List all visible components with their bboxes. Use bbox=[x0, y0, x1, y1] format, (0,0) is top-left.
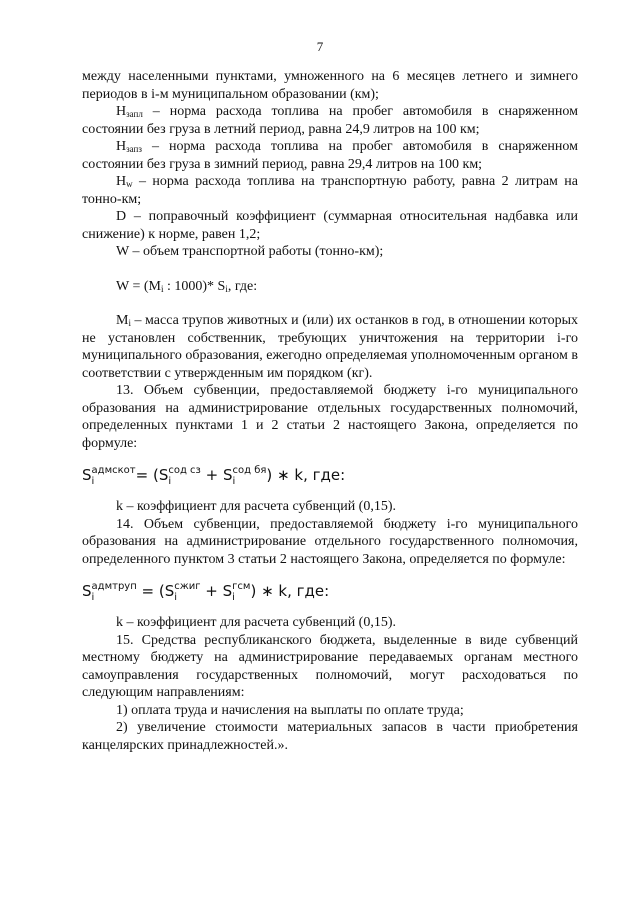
paragraph-clause-14: 14. Объем субвенции, предоставляемой бюджету i-го муниципального образования на администрирование отдельного государственного полномочия, определенного пунктом 3 статьи 2 настоящего Закона, определяется по формуле: bbox=[82, 516, 578, 567]
symbol-h: H bbox=[116, 104, 127, 119]
paragraph-summer-fuel-norm bbox=[82, 103, 578, 138]
formula-index: сод сз i bbox=[168, 464, 201, 487]
formula-index: адмтруп i bbox=[91, 580, 137, 603]
symbol-h: H bbox=[116, 174, 127, 189]
symbol-subscript: i bbox=[128, 318, 131, 328]
paragraph-coefficient-k-2: k – коэффициент для расчета субвенций (0,15). bbox=[116, 615, 397, 630]
symbol-subscript: запл bbox=[126, 109, 143, 119]
symbol-subscript: запз bbox=[126, 144, 142, 154]
formula-index: сжиг i bbox=[174, 580, 201, 603]
formula-index: адмскот i bbox=[91, 464, 136, 487]
paragraph-text: – норма расхода топлива на пробег автомобиля в снаряженном состоянии без груза в летний период, равна 24,9 литров на 100 км; bbox=[82, 104, 578, 137]
formula-index: гсм i bbox=[232, 580, 251, 603]
formula-carcass-subvention: S адмтруп i = (S сжиг i + S гсм i ) ∗ k, где: bbox=[82, 580, 330, 603]
paragraph-distance-continuation: между населенными пунктами, умноженного на 6 месяцев летнего и зимнего периодов в i-м муниципальном образовании (км); bbox=[82, 69, 578, 102]
paragraph-direction-2: 2) увеличение стоимости материальных запасов в части приобретения канцелярских принадлежностей.». bbox=[82, 720, 578, 753]
paragraph-correction-coefficient: D – поправочный коэффициент (суммарная относительная надбавка или снижение) к норме, равен 1,2; bbox=[82, 209, 578, 242]
paragraph-winter-fuel-norm bbox=[82, 138, 578, 173]
spacer bbox=[82, 488, 578, 498]
spacer bbox=[82, 568, 578, 578]
paragraph-text: – норма расхода топлива на транспортную работу, равна 2 литрам на тонно-км; bbox=[82, 174, 578, 207]
symbol-subscript: w bbox=[126, 179, 133, 189]
paragraph-coefficient-k-1: k – коэффициент для расчета субвенций (0,15). bbox=[116, 499, 397, 514]
paragraph-clause-13: 13. Объем субвенции, предоставляемой бюджету i-го муниципального образования на администрирование отдельных государственных полномочий, определенных пунктами 1 и 2 статьи 2 настоящего Закона, определяется по формуле: bbox=[82, 383, 578, 451]
paragraph-transport-work: W – объем транспортной работы (тонно-км); bbox=[116, 244, 384, 259]
document-body bbox=[82, 68, 578, 754]
paragraph-text: – норма расхода топлива на пробег автомобиля в снаряженном состоянии без груза в зимний период, равна 29,4 литров на 100 км; bbox=[82, 139, 578, 172]
paragraph-clause-15: 15. Средства республиканского бюджета, выделенные в виде субвенций местному бюджету на администрирование передаваемых органам местного самоуправления государственных полномочий, могут расходоваться по следующим направлениям: bbox=[82, 632, 578, 700]
formula-admin-subvention: S адмскот i = (S сод сз i + S сод бя i ) ∗ k, где: bbox=[82, 464, 346, 487]
symbol-h: H bbox=[116, 139, 127, 154]
spacer bbox=[82, 261, 578, 278]
formula-transport-work: $W = (M_i$ : 1000)* $S_i$, где: bbox=[116, 278, 258, 294]
paragraph-transport-fuel-norm bbox=[82, 173, 578, 208]
page-number: 7 bbox=[316, 39, 324, 54]
paragraph-text: – масса трупов животных и (или) их останков в год, в отношении которых не установлен собственник, требующих уничтожения на территории i-го муниципального образования, ежегодно определяемая уполномоченным органом в соответствии с утвержденным им порядком (кг). bbox=[82, 313, 578, 381]
formula-index: сод бя i bbox=[232, 464, 267, 487]
spacer bbox=[82, 295, 578, 312]
spacer bbox=[82, 604, 578, 614]
paragraph-carcass-mass bbox=[82, 312, 578, 382]
symbol-m: M bbox=[116, 313, 129, 328]
spacer bbox=[82, 452, 578, 462]
paragraph-direction-1: 1) оплата труда и начисления на выплаты по оплате труда; bbox=[116, 702, 464, 718]
